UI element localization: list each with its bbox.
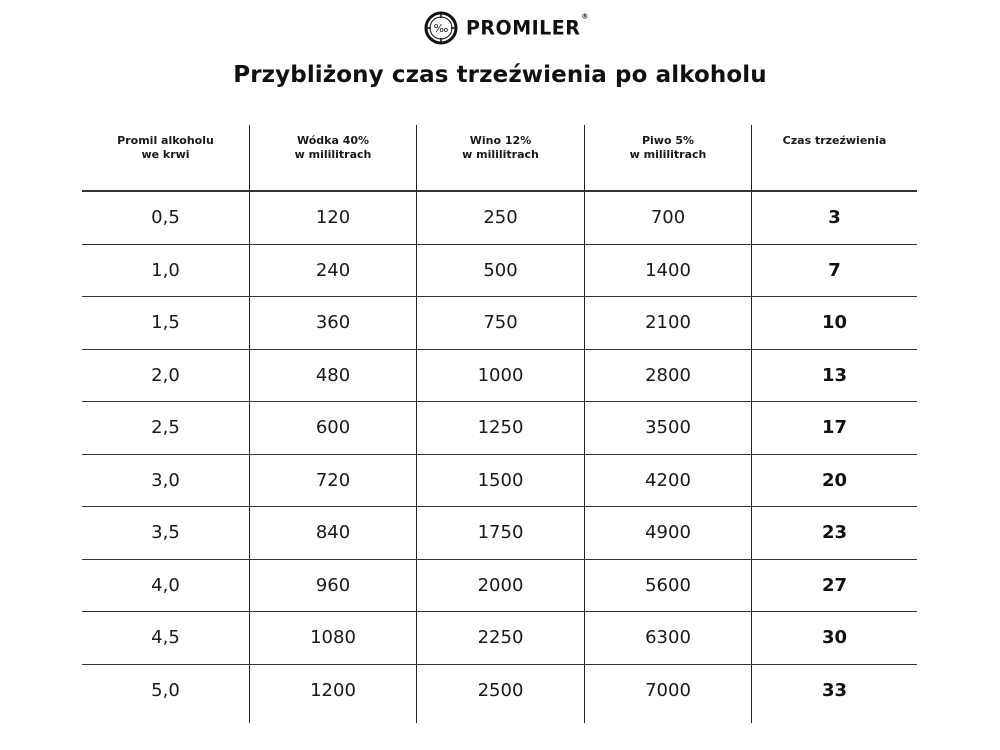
table-body bbox=[82, 192, 917, 717]
cell-sobering-time: 13 bbox=[751, 350, 917, 402]
cell-beer-ml: 2800 bbox=[584, 350, 751, 402]
cell-sobering-time: 33 bbox=[751, 665, 917, 718]
table-tail bbox=[82, 717, 917, 723]
header-wine bbox=[416, 125, 584, 190]
header-beer bbox=[584, 125, 751, 190]
cell-sobering-time: 30 bbox=[751, 612, 917, 664]
cell-sobering-time: 20 bbox=[751, 455, 917, 507]
cell-promile: 0,5 bbox=[151, 207, 180, 229]
cell-wine-ml: 500 bbox=[416, 245, 584, 297]
cell-wine-ml: 2250 bbox=[416, 612, 584, 664]
cell-vodka-ml: 840 bbox=[249, 507, 416, 559]
cell-promile: 1,0 bbox=[151, 259, 180, 281]
cell-sobering-time: 23 bbox=[751, 507, 917, 559]
cell-wine-ml: 2000 bbox=[416, 560, 584, 612]
cell-sobering-time: 10 bbox=[751, 297, 917, 349]
cell-beer-ml: 700 bbox=[584, 192, 751, 244]
cell-vodka-ml: 1200 bbox=[249, 665, 416, 718]
table-row bbox=[82, 402, 917, 455]
header-vodka bbox=[249, 125, 416, 190]
cell-vodka-ml: 720 bbox=[249, 455, 416, 507]
table-row bbox=[82, 350, 917, 403]
cell-vodka-ml: 960 bbox=[249, 560, 416, 612]
cell-beer-ml: 7000 bbox=[584, 665, 751, 718]
cell-vodka-ml: 600 bbox=[249, 402, 416, 454]
header-promile bbox=[82, 125, 249, 190]
header-line: Wódka 40% bbox=[296, 134, 370, 147]
cell-beer-ml: 6300 bbox=[584, 612, 751, 664]
header-line: Promil alkoholu bbox=[117, 134, 214, 147]
cell-beer-ml: 4200 bbox=[584, 455, 751, 507]
page-title: Przybliżony czas trzeźwienia po alkoholu bbox=[233, 62, 767, 88]
table-row bbox=[82, 455, 917, 508]
cell-vodka-ml: 120 bbox=[249, 192, 416, 244]
cell-wine-ml: 750 bbox=[416, 297, 584, 349]
header-line: w mililitrach bbox=[294, 148, 372, 161]
header-line: w mililitrach bbox=[462, 148, 539, 161]
cell-vodka-ml: 480 bbox=[249, 350, 416, 402]
svg-text:‰: ‰ bbox=[433, 22, 449, 35]
cell-vodka-ml: 1080 bbox=[249, 612, 416, 664]
header-line: Czas trzeźwienia bbox=[782, 134, 887, 147]
table-header-row bbox=[82, 125, 917, 192]
brand-name: PROMILER® bbox=[466, 12, 589, 40]
cell-wine-ml: 1000 bbox=[416, 350, 584, 402]
cell-wine-ml: 1500 bbox=[416, 455, 584, 507]
cell-promile: 3,5 bbox=[151, 522, 180, 544]
header-line: w mililitrach bbox=[629, 148, 707, 161]
cell-beer-ml: 4900 bbox=[584, 507, 751, 559]
cell-wine-ml: 1750 bbox=[416, 507, 584, 559]
cell-beer-ml: 2100 bbox=[584, 297, 751, 349]
cell-promile: 2,0 bbox=[151, 364, 180, 386]
table-row bbox=[82, 245, 917, 298]
header-sobering-time bbox=[751, 125, 917, 190]
cell-promile: 3,0 bbox=[151, 469, 180, 491]
cell-promile: 4,0 bbox=[151, 574, 180, 596]
cell-beer-ml: 5600 bbox=[584, 560, 751, 612]
cell-promile: 4,5 bbox=[151, 627, 180, 649]
cell-wine-ml: 2500 bbox=[416, 665, 584, 718]
sobering-time-table bbox=[82, 125, 917, 723]
table-row bbox=[82, 560, 917, 613]
cell-vodka-ml: 240 bbox=[249, 245, 416, 297]
promile-gauge-icon bbox=[424, 11, 458, 45]
header-line: Piwo 5% bbox=[641, 134, 695, 147]
cell-beer-ml: 3500 bbox=[584, 402, 751, 454]
header-line: Wino 12% bbox=[469, 134, 532, 147]
cell-wine-ml: 1250 bbox=[416, 402, 584, 454]
table-row bbox=[82, 665, 917, 718]
table-row bbox=[82, 507, 917, 560]
registered-mark: ® bbox=[581, 12, 589, 21]
cell-sobering-time: 17 bbox=[751, 402, 917, 454]
table-row bbox=[82, 297, 917, 350]
cell-wine-ml: 250 bbox=[416, 192, 584, 244]
cell-beer-ml: 1400 bbox=[584, 245, 751, 297]
table-row bbox=[82, 612, 917, 665]
table-row bbox=[82, 192, 917, 245]
cell-promile: 2,5 bbox=[151, 417, 180, 439]
cell-sobering-time: 27 bbox=[751, 560, 917, 612]
brand-logo bbox=[424, 10, 589, 46]
cell-promile: 1,5 bbox=[151, 312, 180, 334]
header-line: we krwi bbox=[141, 148, 190, 161]
cell-sobering-time: 3 bbox=[751, 192, 917, 244]
cell-promile: 5,0 bbox=[151, 680, 180, 702]
cell-sobering-time: 7 bbox=[751, 245, 917, 297]
cell-vodka-ml: 360 bbox=[249, 297, 416, 349]
